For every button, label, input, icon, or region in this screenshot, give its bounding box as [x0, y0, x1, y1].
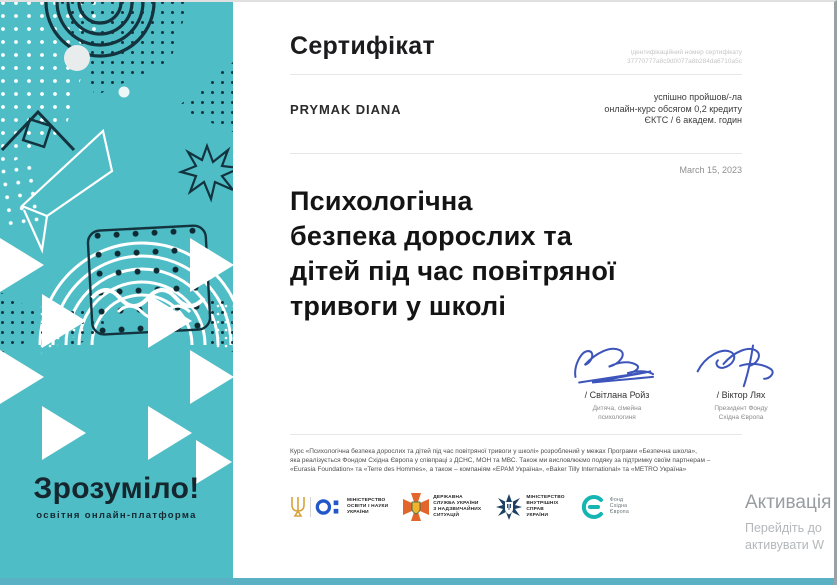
mon-mark-icon [315, 496, 343, 518]
mon-logo-text [347, 498, 388, 516]
logo-text-line: МІНІСТЕРСТВО [347, 498, 386, 504]
divider [290, 153, 742, 154]
window-bottom-border [0, 578, 837, 585]
logo-text-line: СИТУАЦІЙ [433, 512, 460, 518]
completion-line: ЄКТС / 6 академ. годин [644, 115, 742, 125]
course-title-line: Психологічна [290, 186, 473, 216]
certificate-id-label: ідентифікаційний номер сертифікату [630, 49, 742, 56]
dsns-logo-text [433, 495, 481, 519]
signer-name: / Світлана Ройз [584, 390, 650, 400]
signature-royz [561, 340, 673, 422]
logo-text-line: ВНУТРІШНІХ [526, 501, 559, 507]
divider [290, 74, 742, 75]
logo-text-line: Фонд [609, 497, 624, 504]
mvs-logo [496, 494, 564, 520]
course-title-line: тривоги у школі [290, 291, 507, 321]
signature-scribble-icon [688, 340, 794, 388]
brand-tagline: освітня онлайн-платформа [36, 510, 197, 521]
brand-logo-text: Зрозуміло! [33, 472, 200, 505]
certificate-id-block [627, 48, 742, 66]
fine-print-line: яка реалізується Фондом Східна Європа у співпраці з ДСНС, МОН та МВС. Також ми висловлюємо подяку за підтримку своїм партнерам – [290, 457, 711, 464]
course-title-line: дітей під час повітряної [290, 256, 616, 286]
recipient-name: PRYMAK DIANA [290, 102, 402, 117]
logo-text-line: МІНІСТЕРСТВО [526, 495, 565, 501]
signer-role-line: Східна Європа [718, 413, 764, 421]
signer-role-line: Президент Фонду [714, 405, 768, 412]
dsns-emblem-icon [403, 493, 429, 521]
fine-print [290, 447, 760, 474]
signer-role-line: Дитяча, сімейна [592, 405, 642, 412]
signature-lyakh [685, 340, 797, 422]
mvs-logo-text [526, 495, 564, 519]
logo-text-line: ДЕРЖАВНА [433, 495, 463, 501]
signer-role-line: психологиня [598, 413, 636, 421]
windows-activation-watermark [745, 492, 837, 552]
watermark-line: Перейдіть до [745, 521, 822, 535]
logo-text-line: УКРАЇНИ [347, 509, 369, 515]
completion-line: онлайн-курс обсягом 0,2 кредиту [604, 103, 742, 114]
fine-print-line: Курс «Психологічна безпека дорослих та дітей під час повітряної тривоги у школі» розроблений у межах Програми «Безпечна школа», [290, 448, 697, 455]
trident-icon [290, 496, 306, 518]
logo-text-line: СЛУЖБА УКРАЇНИ [433, 501, 479, 507]
watermark-line: активувати W [745, 538, 825, 552]
fse-logo [580, 494, 629, 520]
signature-scribble-icon [564, 340, 670, 388]
completion-line: успішно пройшов/-ла [653, 92, 742, 102]
mon-logo [290, 496, 388, 518]
logo-text-line: Європа [609, 508, 629, 515]
course-title-line: безпека дорослих та [290, 221, 573, 251]
fse-logo-text [610, 498, 629, 516]
watermark-title: Активація [745, 492, 832, 513]
fse-mark-icon [580, 494, 606, 520]
logo-text-line: Східна [609, 503, 628, 510]
completion-summary [604, 92, 742, 127]
certificate-title: Сертифікат [290, 32, 435, 60]
dsns-logo [403, 493, 481, 521]
certificate-id-value: 37770777a8c9d0077a8b284da6710a5c [627, 58, 742, 65]
fine-print-line: «Eurasia Foundation» та «Terre des Hommes», а також – компаніям «EPAM Україна», «Baker Tilly International» та «METRO Україна» [290, 466, 687, 473]
course-title [290, 184, 616, 324]
signer-role [685, 405, 797, 422]
logo-text-line: УКРАЇНИ [526, 512, 549, 518]
issue-date: March 15, 2023 [679, 165, 742, 175]
divider [290, 434, 742, 435]
logo-text-line: СПРАВ [526, 507, 544, 512]
signer-role [561, 405, 673, 422]
left-panel [0, 0, 233, 578]
mvs-emblem-icon [496, 494, 522, 520]
logo-text-line: З НАДЗВИЧАЙНИХ [433, 507, 482, 512]
signer-name: / Віктор Лях [716, 390, 766, 400]
logo-text-line: ОСВІТИ І НАУКИ [347, 504, 389, 510]
partner-logos [290, 487, 629, 527]
logo-divider [310, 497, 311, 517]
signature-block [561, 340, 797, 422]
